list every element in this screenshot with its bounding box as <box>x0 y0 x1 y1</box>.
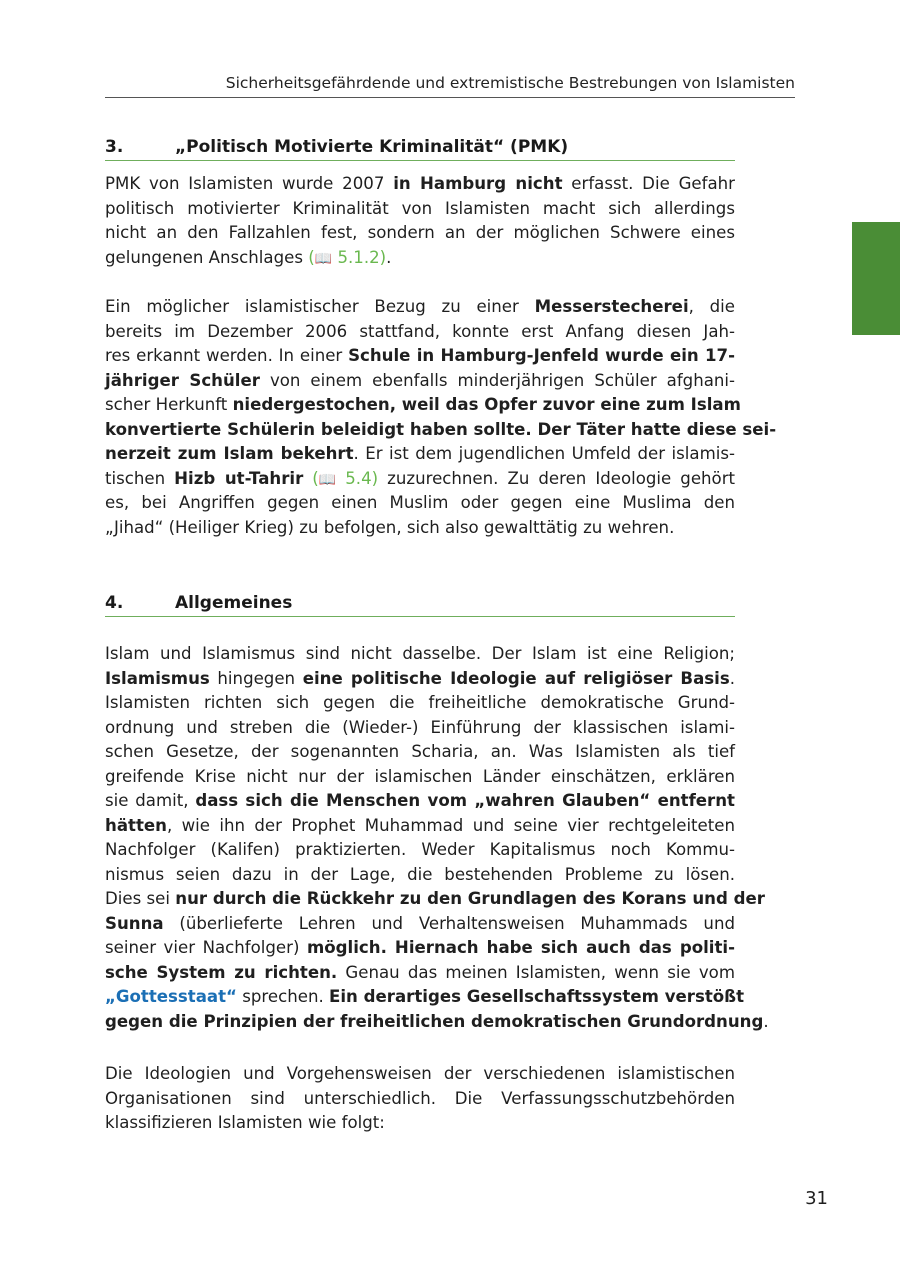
section-4-number: 4. <box>105 593 124 613</box>
page-number: 31 <box>805 1188 828 1209</box>
section-3-heading <box>105 137 735 161</box>
chapter-tab-marker <box>852 222 900 335</box>
section-4-paragraph-1: Islam und Islamismus sind nicht dasselbe. Der Islam ist eine Religion; Islamismus hingegen eine politische Ideologie auf religiöser Basis. Islamisten richten sich gegen die freiheitliche demokratische Grund- ordnung und streben die (Wieder-) Einführung der klassischen islami- schen Gesetze, der sogenannten Scharia, an. Was Islamisten als tief greifende Krise nicht nur der islamischen Länder einschätzen, erklären sie damit, dass sich die Menschen vom „wahren Glauben“ entfernt hätten, wie ihn der Prophet Muhammad und seine vier rechtgeleiteten Nachfolger (Kalifen) praktizierten. Weder Kapitalismus noch Kommu- nismus seien dazu in der Lage, die bestehenden Probleme zu lösen. Dies sei nur durch die Rückkehr zu den Grundlagen des Korans und der Sunna (überlieferte Lehren und Verhaltensweisen Muhammads und seiner vier Nachfolger) möglich. Hiernach habe sich auch das politi- sche System zu richten. Genau das meinen Islamisten, wenn sie vom „Gottesstaat“ sprechen. Ein derartiges Gesellschaftssystem verstößt gegen die Prinzipien der freiheitlichen demokratischen Grundordnung. <box>105 644 769 1031</box>
section-4-heading <box>105 593 735 617</box>
gottesstaat-link[interactable]: „Gottesstaat“ <box>105 987 237 1006</box>
section-3-paragraph-1: PMK von Islamisten wurde 2007 in Hamburg nicht erfasst. Die Gefahr politisch motivierter Kriminalität von Islamisten macht sich allerdings nicht an den Fallzahlen fest, sondern an der möglichen Schwere eines gelungenen Anschlages (📖 5.1.2). <box>105 172 735 270</box>
section-4-title: Allgemeines <box>175 593 293 613</box>
reference-5-1-2-link[interactable]: (📖 5.1.2) <box>308 248 386 267</box>
section-4-paragraph-2: Die Ideologien und Vorgehensweisen der verschiedenen islamistischen Organisationen sind unterschiedlich. Die Verfassungsschutzbehörden klassifizieren Islamisten wie folgt: <box>105 1064 735 1132</box>
section-3-paragraph-2: Ein möglicher islamistischer Bezug zu einer Messerstecherei, die bereits im Dezember 2006 stattfand, konnte erst Anfang diesen Jah- res erkannt werden. In einer Schule in Hamburg-Jenfeld wurde ein 17- jähriger Schüler von einem ebenfalls minderjährigen Schüler afghani- scher Herkunft niedergestochen, weil das Opfer zuvor eine zum Islam konvertierte Schülerin beleidigt haben sollte. Der Täter hatte diese sei- nerzeit zum Islam bekehrt. Er ist dem jugendlichen Umfeld der islamis- tischen Hizb ut-Tahrir (📖 5.4) zuzurechnen. Zu deren Ideologie gehört es, bei Angriffen gegen einen Muslim oder gegen eine Muslima den „Jihad“ (Heiliger Krieg) zu befolgen, sich also gewalttätig zu wehren. <box>105 297 777 537</box>
running-header: Sicherheitsgefährdende und extremistische Bestrebungen von Islamisten <box>105 74 795 98</box>
book-icon: 📖 <box>318 471 337 488</box>
reference-5-4-link[interactable]: (📖 5.4) <box>303 469 378 488</box>
book-icon: 📖 <box>314 250 333 267</box>
section-3-number: 3. <box>105 137 124 157</box>
section-3-title: „Politisch Motivierte Kriminalität“ (PMK) <box>175 137 569 157</box>
